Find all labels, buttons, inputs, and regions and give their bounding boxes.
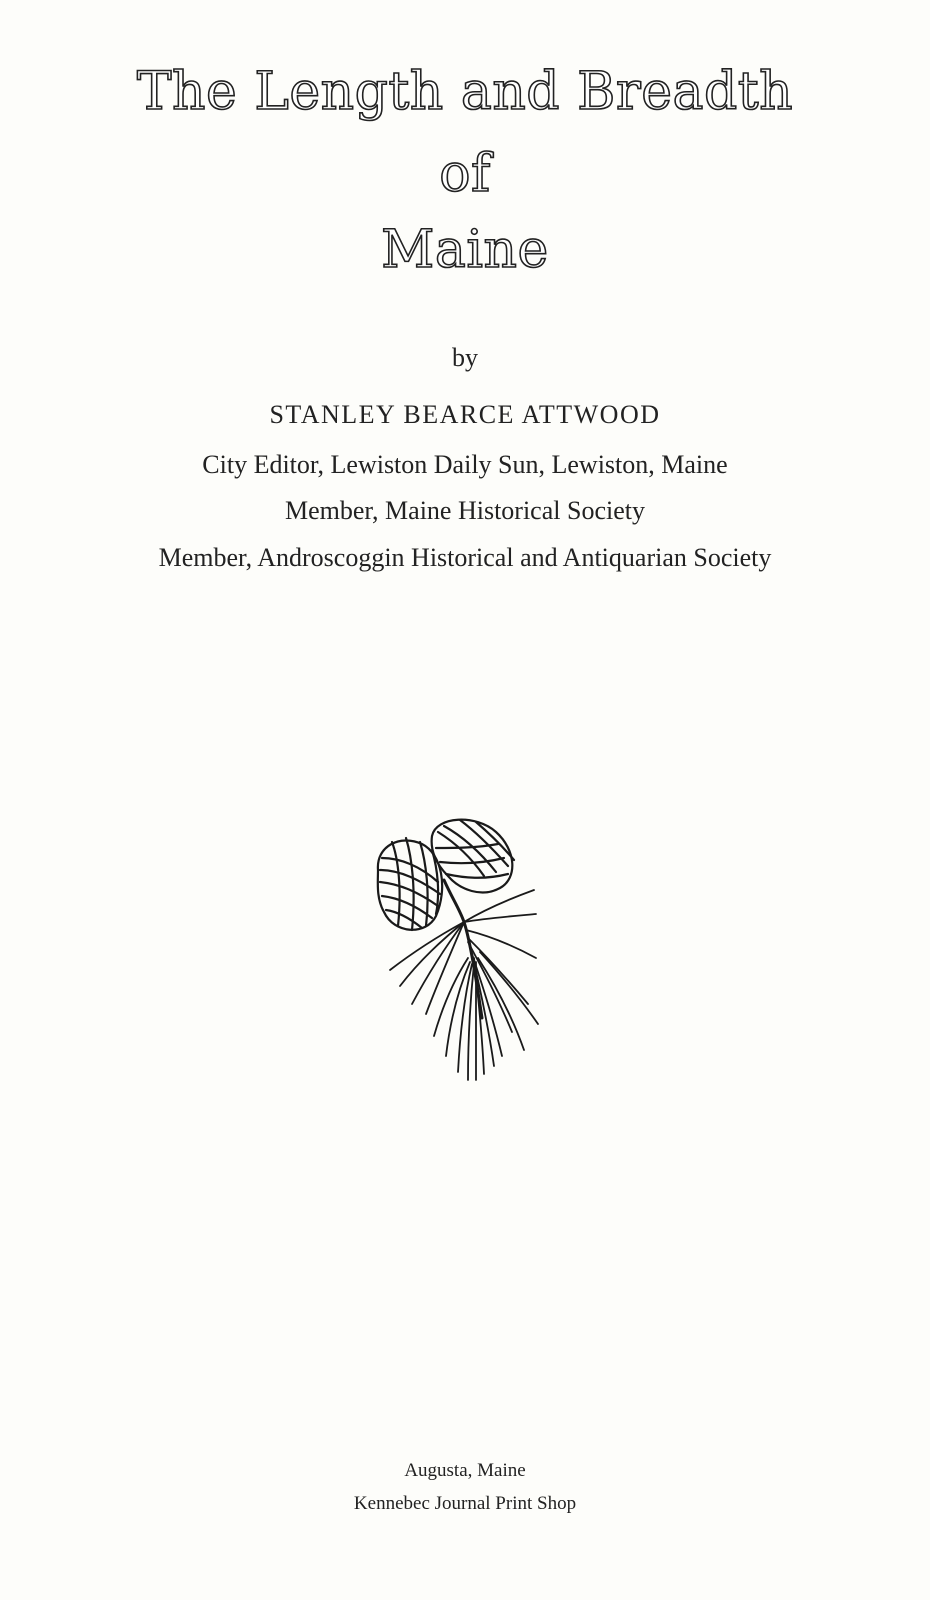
author-credit-maine-historical: Member, Maine Historical Society	[285, 496, 645, 525]
title-line-3: Maine	[381, 220, 549, 280]
title-line-1: The Length and Breadth	[136, 62, 794, 122]
author-name: STANLEY BEARCE ATTWOOD	[269, 400, 661, 429]
imprint-place: Augusta, Maine	[404, 1460, 526, 1481]
author-credit-androscoggin: Member, Androscoggin Historical and Antiquarian Society	[158, 543, 772, 572]
by-label: by	[452, 343, 478, 372]
title-line-2: of	[439, 144, 491, 204]
pine-cone-and-needles-icon	[372, 818, 548, 1088]
author-credit-city-editor: City Editor, Lewiston Daily Sun, Lewiston, Maine	[202, 450, 728, 479]
imprint-publisher: Kennebec Journal Print Shop	[353, 1493, 577, 1514]
